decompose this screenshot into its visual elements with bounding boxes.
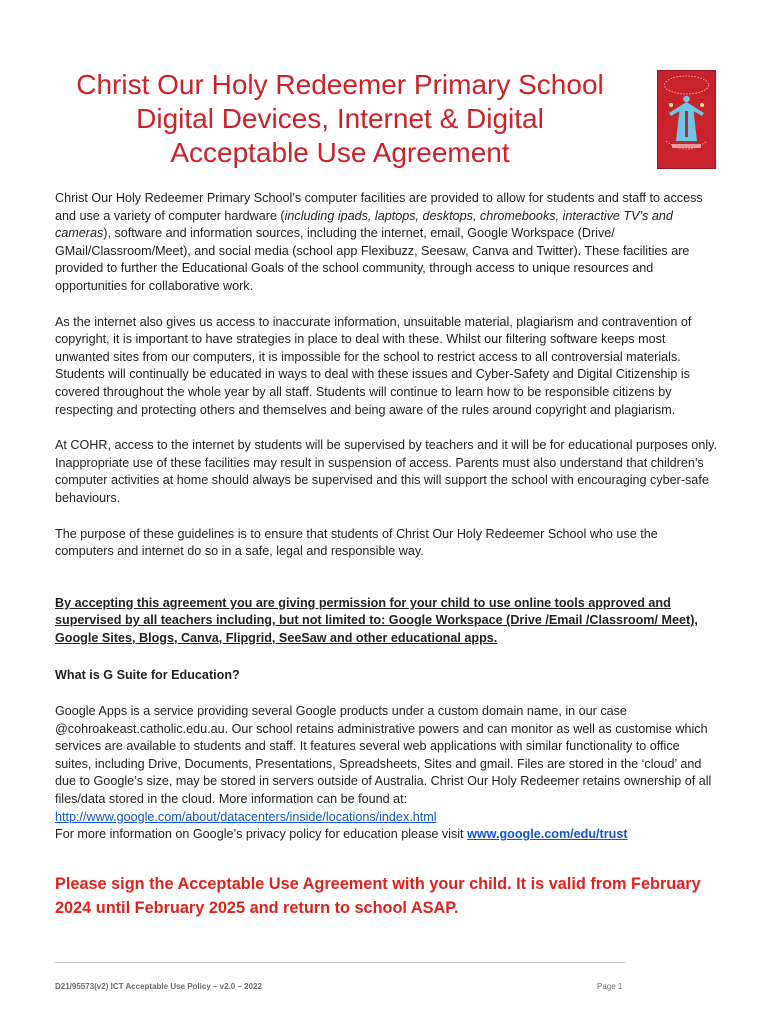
- edu-trust-link[interactable]: www.google.com/edu/trust: [467, 827, 628, 842]
- permission-statement: By accepting this agreement you are giving permission for your child to use online tools approved and supervised by all teachers including, but not limited to: Google Workspace (Drive /Email /Classroom/ Meet), Google Sites, Blogs, Canva, Flipgrid, SeeSaw and other educational apps.: [55, 595, 698, 645]
- footer-divider: [55, 962, 625, 963]
- datacenters-link[interactable]: http://www.google.com/about/datacenters/inside/locations/index.html: [55, 809, 437, 824]
- intro-paragraph-1: Christ Our Holy Redeemer Primary School’s computer facilities are provided to allow for students and staff to access and use a variety of computer hardware (including ipads, laptops, desktops, chromebooks, interactive TV’s and cameras), software and information sources, including the internet, email, Google Workspace (Drive/ GMail/Classroom/Meet), and social media (school app Flexibuzz, Seesaw, Canva and Twitter). These facilities are provided to further the Educational Goals of the school community, through access to unique resources and opportunities for collaborative work.: [55, 191, 703, 293]
- devices-list: including ipads, laptops, desktops, chromebooks, interactive TV’s and cameras: [55, 208, 673, 241]
- footer-page-number: Page 1: [597, 982, 623, 991]
- body-content: [55, 190, 717, 844]
- intro-paragraph-3: At COHR, access to the internet by students will be supervised by teachers and it will be for educational purposes only. Inappropriate use of these facilities may result in suspension of access. Parents must also understand that children’s computer activities at home should always be supervised and this will support the school with encouraging cyber-safe behaviours.: [55, 438, 717, 505]
- gsuite-heading: What is G Suite for Education?: [55, 668, 240, 683]
- intro-paragraph-4: The purpose of these guidelines is to ensure that students of Christ Our Holy Redeemer School who use the computers and internet do so in a safe, legal and responsible way.: [55, 526, 658, 559]
- intro-paragraph-2: As the internet also gives us access to inaccurate information, unsuitable material, plagiarism and contravention of copyright, it is important to have strategies in place to deal with these. Whilst our filtering software keeps most unwanted sites from our computers, it is impossible for the school to restrict access to all controversial materials. Students will continually be educated in ways to deal with these issues and Cyber-Safety and Digital Citizenship is covered throughout the whole year by all staff. Students will continue to learn how to be responsible citizens by respecting and protecting others and themselves and being aware of the rules around copyright and plagiarism.: [55, 314, 692, 417]
- school-logo: [657, 70, 716, 169]
- gsuite-paragraph: Google Apps is a service providing several Google products under a custom domain name, in our case @cohroakeast.catholic.edu.au. Our school retains administrative powers and can monitor as well as customise which services are available to students and staff. It features several web applications with similar functionality to office suites, including Drive, Documents, Presentations, Spreadsheets, Sites and gmail. Files are stored in the ‘cloud’ and due to Google’s size, may be stored in servers outside of Australia. Christ Our Holy Redeemer retains ownership of all files/data stored in the cloud. More information can be found at: http://www.google.com/about/datacenters/inside/locations/index.html For more information on Google’s privacy policy for education please visit www.google.com/edu/trust: [55, 704, 712, 842]
- title-line-2: Digital Devices, Internet & Digital: [136, 103, 544, 134]
- title-line-1: Christ Our Holy Redeemer Primary School: [76, 69, 604, 100]
- school-crest-icon: [658, 71, 715, 168]
- sign-agreement-notice: Please sign the Acceptable Use Agreement with your child. It is valid from February 2024 until February 2025 and return to school ASAP.: [55, 875, 701, 917]
- footer-document-reference: D21/95573(v2) ICT Acceptable Use Policy – v2.0 – 2022: [55, 982, 262, 991]
- title-line-3: Acceptable Use Agreement: [170, 137, 510, 168]
- page-title: [40, 68, 640, 170]
